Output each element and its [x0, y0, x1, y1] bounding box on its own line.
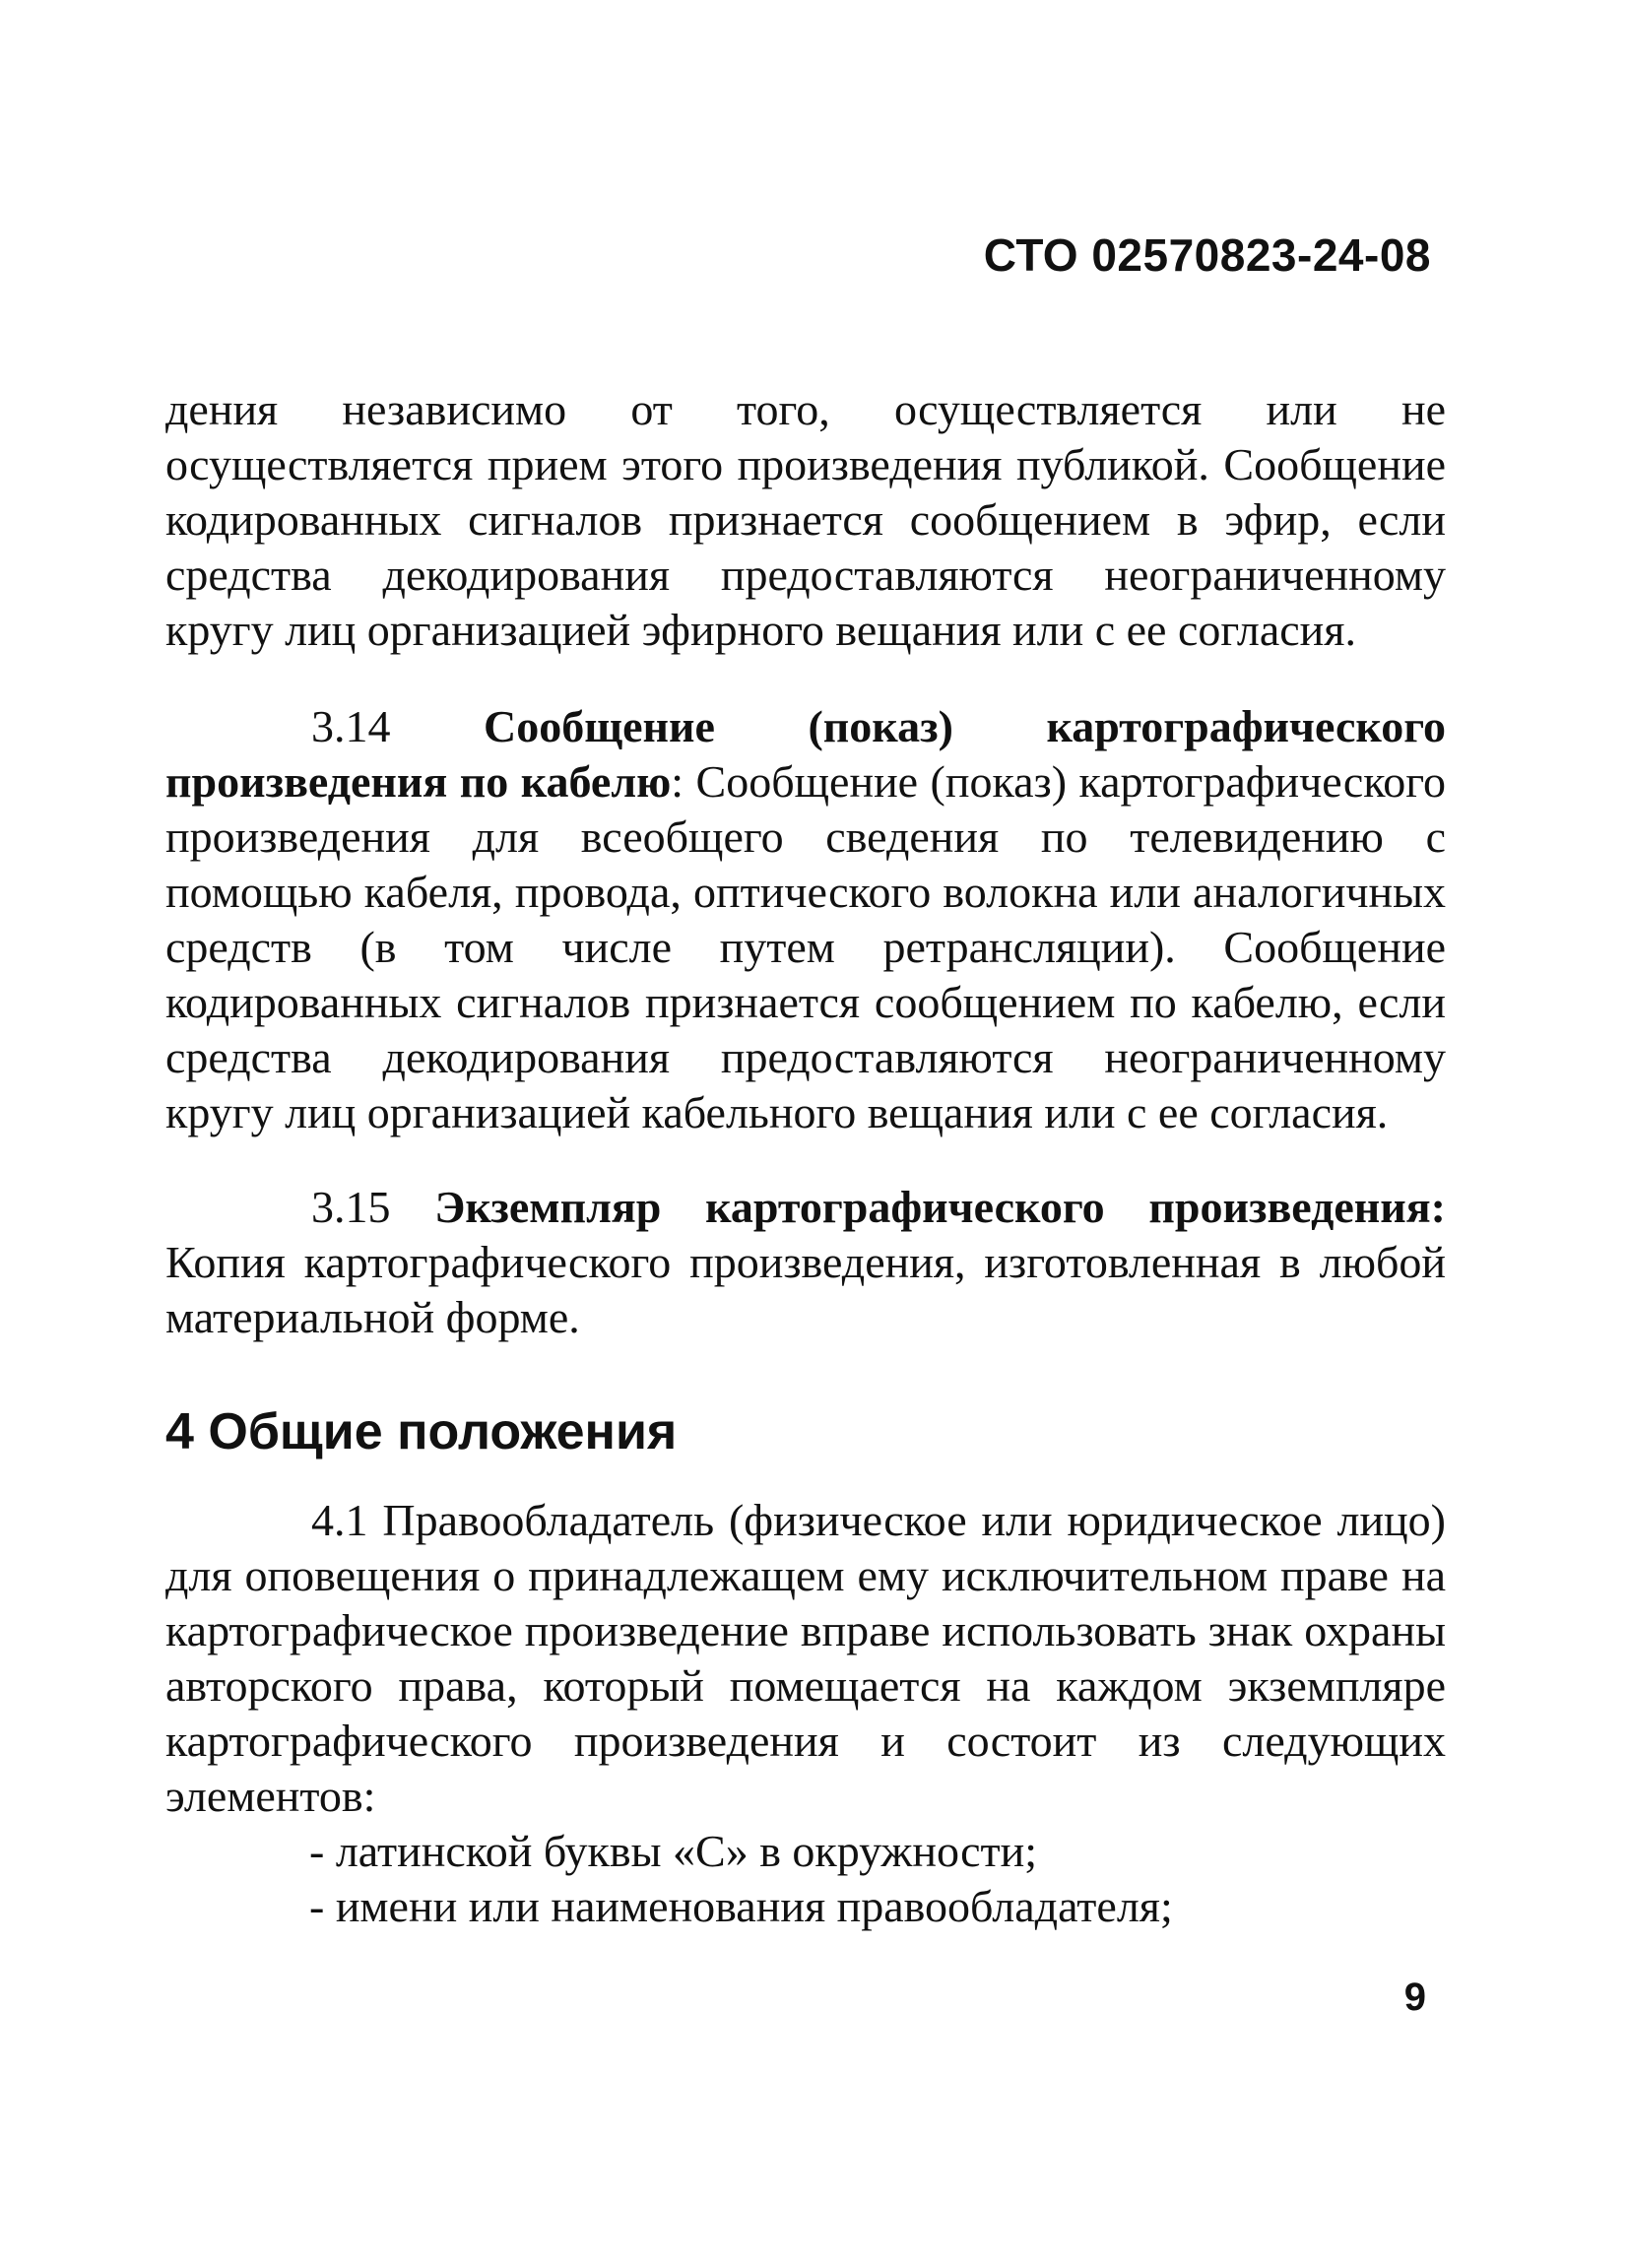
definition-text: : Сообщение (показ) картографического произведения для всеобщего сведения по телевидению с помощью кабеля, провода, оптического волокна или аналогичных средств (в том числе путем ретрансляции). Сообщение кодированных сигналов признается сообщением по кабелю, если средства декодирования предоставляются неограниченному кругу лиц организацией кабельного вещания или с ее согласия.: [165, 756, 1447, 1137]
definition-paragraph: [165, 699, 1446, 1140]
definition-term: Сообщение (показ) картографического произведения по кабелю: [165, 701, 1447, 807]
clause-4-1: 4.1 Правообладатель (физическое или юридическое лицо) для оповещения о принадлежащем ему исключительном праве на картографическое произведение вправе использовать знак охраны авторского права, который помещается на каждом экземпляре картографического произведения и состоит из следующих элементов:: [165, 1495, 1446, 1821]
document-code: СТО 02570823-24-08: [983, 229, 1431, 281]
definition-term: Экземпляр картографического произведения:: [434, 1182, 1446, 1232]
definition-3-14: [165, 699, 1446, 1140]
list-item: - имени или наименования правообладателя;: [309, 1881, 1173, 1931]
paragraph-continuation: [165, 382, 1446, 658]
definition-text: Копия картографического произведения, изготовленная в любой материальной форме.: [165, 1237, 1446, 1342]
clause-number: 3.15: [311, 1182, 435, 1232]
clause-number: 3.14: [311, 701, 485, 751]
list-item: - латинской буквы «С» в окружности;: [309, 1826, 1038, 1876]
section-heading: 4 Общие положения: [165, 1403, 678, 1460]
definition-paragraph: [165, 1180, 1446, 1345]
section-4-body: [165, 1493, 1446, 1934]
definition-3-15: [165, 1180, 1446, 1345]
paragraph-text: дения независимо от того, осуществляется или не осуществляется прием этого произведения публикой. Сообщение кодированных сигналов признается сообщением в эфир, если средства декодирования предоставляются неограниченному кругу лиц организацией эфирного вещания или с ее согласия.: [165, 384, 1446, 655]
page-number: 9: [1403, 1976, 1426, 2019]
elements-list: [165, 1824, 1446, 1934]
